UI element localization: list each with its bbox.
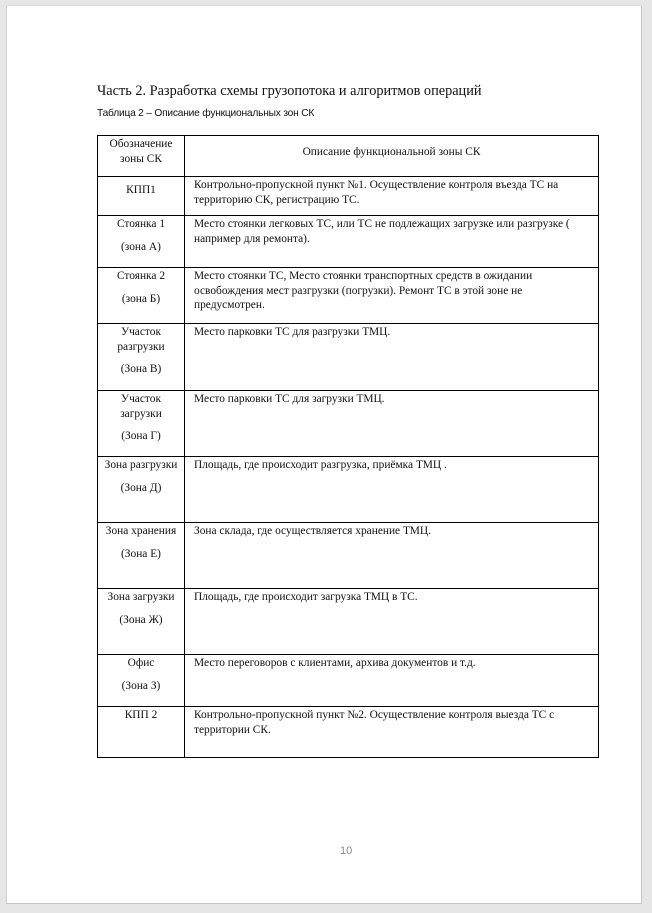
zone-code-label: (зона Б) (121, 292, 161, 305)
zone-code-label: (Зона З) (121, 679, 161, 692)
zone-code-cell (98, 457, 185, 523)
table-caption: Таблица 2 – Описание функциональных зон СК (97, 108, 315, 119)
zone-code-cell (98, 216, 185, 268)
zone-code-name: Участок загрузки (120, 393, 162, 420)
table-row (98, 457, 599, 523)
zone-description-cell: Место переговоров с клиентами, архива документов и т.д. (185, 655, 599, 707)
zone-code-label: (Зона В) (120, 363, 162, 375)
table-row (98, 655, 599, 707)
zone-description-cell: Площадь, где происходит разгрузка, приёмка ТМЦ . (185, 457, 599, 523)
table-row (98, 268, 599, 324)
zone-code-name: Стоянка 2 (116, 270, 166, 282)
table-row (98, 177, 599, 216)
zone-code-cell (98, 324, 185, 391)
zone-description-cell: Место парковки ТС для разгрузки ТМЦ. (185, 324, 599, 391)
zone-code-name: КПП 2 (124, 709, 158, 721)
zone-description-cell: Место парковки ТС для загрузки ТМЦ. (185, 391, 599, 457)
zone-code-label: (Зона Е) (121, 547, 161, 560)
zone-code-name: КПП1 (126, 184, 156, 196)
zone-code-cell (98, 268, 185, 324)
zone-description-cell: Площадь, где происходит загрузка ТМЦ в ТС. (185, 589, 599, 655)
zone-code-cell (98, 523, 185, 589)
zone-code-name: Стоянка 1 (116, 218, 166, 230)
zone-code-label: (зона А) (121, 240, 161, 253)
functional-zones-table (97, 135, 599, 758)
zone-code-name: Зона загрузки (107, 591, 175, 603)
zone-code-name: Офис (127, 657, 155, 669)
zone-code-cell (98, 655, 185, 707)
table-row (98, 589, 599, 655)
zone-code-cell (98, 177, 185, 216)
header-zone-description: Описание функциональной зоны СК (185, 136, 599, 177)
zone-code-cell (98, 391, 185, 457)
zone-description-cell: Контрольно-пропускной пункт №2. Осуществление контроля выезда ТС с территории СК. (185, 707, 599, 758)
zone-description-cell: Зона склада, где осуществляется хранение ТМЦ. (185, 523, 599, 589)
zone-code-label: (Зона Ж) (119, 613, 163, 626)
zone-code-label: (Зона Д) (120, 481, 162, 494)
table-row (98, 391, 599, 457)
zone-code-label: (Зона Г) (121, 430, 161, 442)
zone-code-name: Зона хранения (105, 525, 177, 537)
table-header-row (98, 136, 599, 177)
header-zone-code: Обозначение зоны СК (98, 136, 185, 177)
table-row (98, 324, 599, 391)
document-page (6, 5, 642, 904)
zone-code-name: Зона разгрузки (104, 459, 178, 471)
zone-description-cell: Место стоянки легковых ТС, или ТС не подлежащих загрузке или разгрузке ( например для ремонта). (185, 216, 599, 268)
table-row (98, 707, 599, 758)
page-number: 10 (340, 845, 353, 857)
zone-code-cell (98, 589, 185, 655)
zone-code-cell (98, 707, 185, 758)
table-row (98, 523, 599, 589)
section-heading: Часть 2. Разработка схемы грузопотока и алгоритмов операций (97, 83, 482, 99)
table-row (98, 216, 599, 268)
zone-description-cell: Место стоянки ТС, Место стоянки транспортных средств в ожидании освобождения мест разгрузки (погрузки). Ремонт ТС в этой зоне не предусмотрен. (185, 268, 599, 324)
zone-code-name: Участок разгрузки (117, 326, 165, 353)
zone-description-cell: Контрольно-пропускной пункт №1. Осуществление контроля въезда ТС на территорию СК, регистрацию ТС. (185, 177, 599, 216)
